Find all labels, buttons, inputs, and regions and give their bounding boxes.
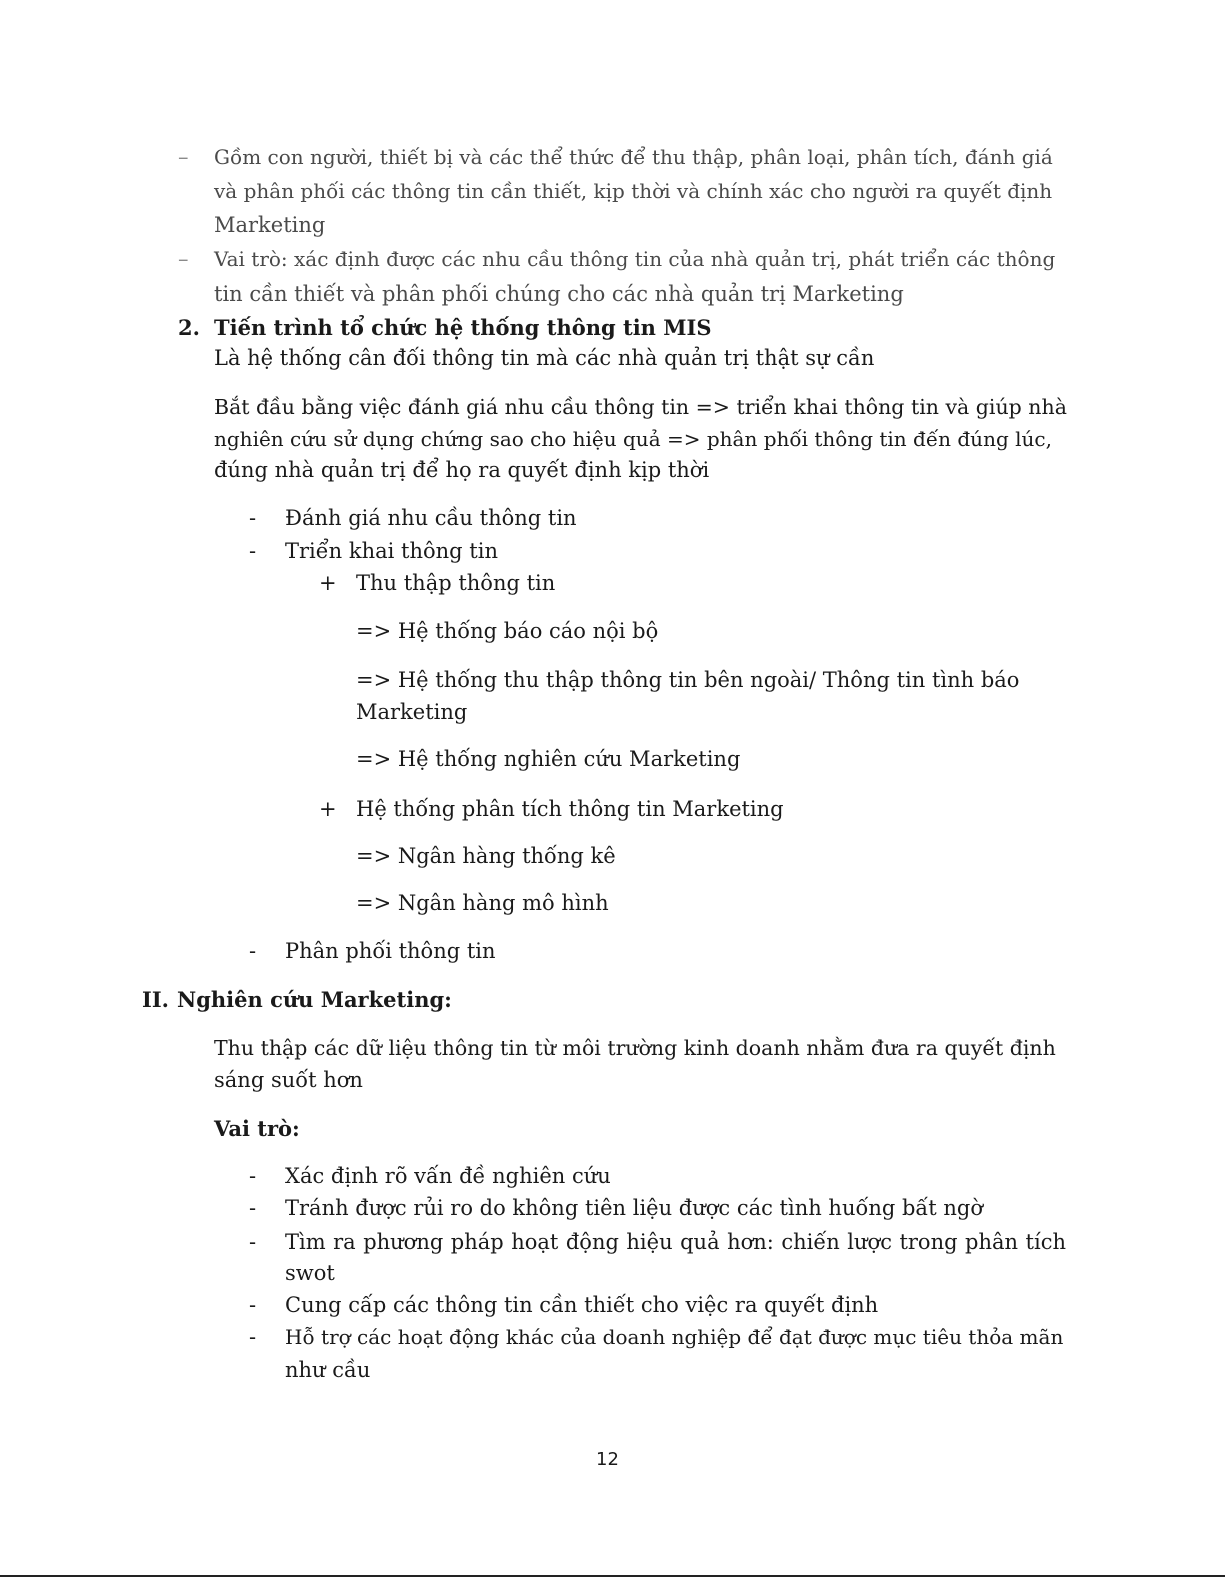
role-item: Hỗ trợ các hoạt động khác của doanh nghiệp để đạt được mục tiêu thỏa mãn xyxy=(285,1325,1064,1349)
list-marker: - xyxy=(249,1230,257,1254)
arrow-item: => Ngân hàng mô hình xyxy=(356,891,609,915)
page-bottom-rule xyxy=(0,1575,1225,1577)
arrow-item: => Ngân hàng thống kê xyxy=(356,844,616,868)
section-number: II. xyxy=(142,987,169,1012)
list-marker: - xyxy=(249,1293,257,1317)
sub-item: Thu thập thông tin xyxy=(356,571,556,595)
list-item-line: tin cần thiết và phân phối chúng cho các nhà quản trị Marketing xyxy=(214,282,904,306)
sub-marker: + xyxy=(319,797,337,821)
list-marker: - xyxy=(249,1164,257,1188)
paragraph-line: sáng suốt hơn xyxy=(214,1068,363,1092)
role-item: Xác định rõ vấn đề nghiên cứu xyxy=(285,1164,611,1188)
arrow-item: => Hệ thống báo cáo nội bộ xyxy=(356,619,659,643)
section-heading: Tiến trình tổ chức hệ thống thông tin MIS xyxy=(214,315,712,340)
step-item: Phân phối thông tin xyxy=(285,939,496,963)
step-item: Triển khai thông tin xyxy=(285,539,498,563)
arrow-item: Marketing xyxy=(356,700,468,724)
list-item-line: Gồm con người, thiết bị và các thể thức để thu thập, phân loại, phân tích, đánh giá xyxy=(214,145,1053,169)
list-marker: - xyxy=(249,506,257,530)
paragraph-line: đúng nhà quản trị để họ ra quyết định kịp thời xyxy=(214,458,710,482)
role-item: Cung cấp các thông tin cần thiết cho việc ra quyết định xyxy=(285,1293,879,1317)
paragraph-line: Bắt đầu bằng việc đánh giá nhu cầu thông tin => triển khai thông tin và giúp nhà xyxy=(214,395,1067,419)
paragraph-line: nghiên cứu sử dụng chứng sao cho hiệu quả => phân phối thông tin đến đúng lúc, xyxy=(214,427,1052,451)
list-marker: - xyxy=(249,1196,257,1220)
arrow-item: => Hệ thống thu thập thông tin bên ngoài/ Thông tin tình báo xyxy=(356,668,1020,692)
role-item: Tránh được rủi ro do không tiên liệu được các tình huống bất ngờ xyxy=(285,1196,984,1220)
step-item: Đánh giá nhu cầu thông tin xyxy=(285,506,577,530)
list-item-line: và phân phối các thông tin cần thiết, kịp thời và chính xác cho người ra quyết định xyxy=(214,179,1053,203)
role-item: như cầu xyxy=(285,1358,371,1382)
list-marker: - xyxy=(249,539,257,563)
role-item: swot xyxy=(285,1261,335,1285)
list-marker: - xyxy=(249,939,257,963)
sub-marker: + xyxy=(319,571,337,595)
definition-text: Là hệ thống cân đối thông tin mà các nhà quản trị thật sự cần xyxy=(214,346,875,370)
list-marker: – xyxy=(178,145,189,169)
section-heading: Nghiên cứu Marketing: xyxy=(177,987,452,1012)
arrow-item: => Hệ thống nghiên cứu Marketing xyxy=(356,747,741,771)
sub-item: Hệ thống phân tích thông tin Marketing xyxy=(356,797,784,821)
roles-heading: Vai trò: xyxy=(214,1116,300,1141)
paragraph-line: Thu thập các dữ liệu thông tin từ môi trường kinh doanh nhằm đưa ra quyết định xyxy=(214,1036,1056,1060)
list-item-line: Marketing xyxy=(214,213,326,237)
section-number: 2. xyxy=(178,315,200,340)
list-item-line: Vai trò: xác định được các nhu cầu thông tin của nhà quản trị, phát triển các thông xyxy=(214,247,1056,271)
role-item: Tìm ra phương pháp hoạt động hiệu quả hơn: chiến lược trong phân tích xyxy=(285,1230,1066,1254)
list-marker: - xyxy=(249,1325,257,1349)
page-number: 12 xyxy=(596,1449,619,1470)
list-marker: – xyxy=(178,247,189,271)
